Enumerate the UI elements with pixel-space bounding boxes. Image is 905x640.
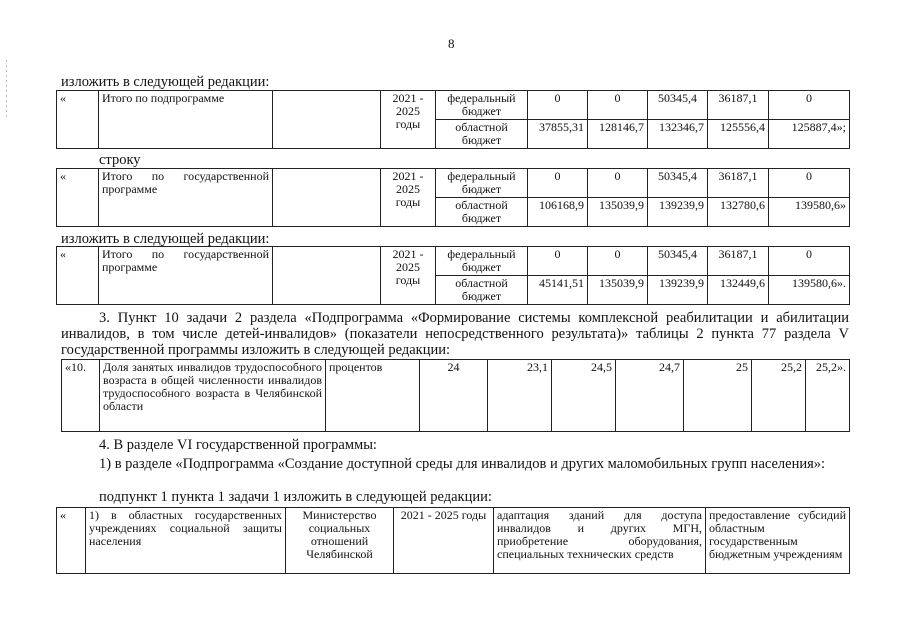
- table-cell: 23,1: [488, 360, 552, 432]
- paragraph-4: 4. В разделе VI государственной программы:: [99, 437, 377, 453]
- table-cell: 25,2».: [806, 360, 850, 432]
- table-cell: 2021 - 2025 годы: [381, 169, 436, 227]
- budget-table-program-new: [56, 246, 850, 305]
- table-cell: 2021 - 2025 годы: [381, 91, 436, 149]
- table-cell: 139580,6»: [769, 198, 850, 227]
- table-cell: 25: [684, 360, 752, 432]
- indicator-table: [61, 359, 850, 432]
- text-line-1: изложить в следующей редакции:: [61, 74, 270, 90]
- table-row: [57, 508, 850, 574]
- table-cell: 0: [769, 247, 850, 276]
- table-cell: 0: [528, 169, 588, 198]
- table-cell: 50345,4: [648, 247, 708, 276]
- paragraph-5: 1) в разделе «Подпрограмма «Создание доступной среды для инвалидов и других маломобильных групп населения»:: [99, 456, 826, 472]
- budget-table-program-old: [56, 168, 850, 227]
- table-cell: 0: [588, 91, 648, 120]
- table-cell: «: [57, 508, 86, 574]
- table-cell: 45141,51: [528, 276, 588, 305]
- table-cell: 106168,9: [528, 198, 588, 227]
- table-cell: 125887,4»;: [769, 120, 850, 149]
- table-cell: [273, 91, 381, 149]
- activities-table: [56, 507, 850, 574]
- table-row: [57, 247, 850, 276]
- table-cell: 128146,7: [588, 120, 648, 149]
- text-line-2: строку: [99, 152, 141, 168]
- table-row: [57, 91, 850, 120]
- table-cell: 132346,7: [648, 120, 708, 149]
- table-cell: 0: [588, 247, 648, 276]
- table-cell: 135039,9: [588, 198, 648, 227]
- table-cell: 2021 - 2025 годы: [394, 508, 494, 574]
- table-cell: Итого по государственной программе: [99, 169, 273, 227]
- table-cell: 37855,31: [528, 120, 588, 149]
- table-cell: «: [57, 169, 99, 227]
- table-cell: [273, 247, 381, 305]
- paragraph-6: подпункт 1 пункта 1 задачи 1 изложить в следующей редакции:: [99, 489, 492, 505]
- table-cell: предоставление субсидий областным государственным бюджетным учреждениям: [706, 508, 850, 574]
- table-cell: процентов: [326, 360, 420, 432]
- table-cell: адаптация зданий для доступа инвалидов и других МГН, приобретение оборудования, специальных технических средств: [494, 508, 706, 574]
- table-cell: Министерство социальных отношений Челябинской: [286, 508, 394, 574]
- table-cell: Итого по государственной программе: [99, 247, 273, 305]
- table-cell: 25,2: [752, 360, 806, 432]
- table-cell: Доля занятых инвалидов трудоспособного возраста в общей численности инвалидов трудоспособного возраста в Челябинской области: [100, 360, 326, 432]
- table-row: [62, 360, 850, 432]
- table-cell: «: [57, 247, 99, 305]
- table-cell: 0: [769, 91, 850, 120]
- text-line-3: изложить в следующей редакции:: [61, 231, 270, 247]
- table-cell: областной бюджет: [436, 198, 528, 227]
- table-cell: областной бюджет: [436, 120, 528, 149]
- table-cell: федеральный бюджет: [436, 91, 528, 120]
- table-cell: федеральный бюджет: [436, 169, 528, 198]
- table-cell: 1) в областных государственных учреждениях социальной защиты населения: [86, 508, 286, 574]
- table-cell: «: [57, 91, 99, 149]
- page-number: 8: [448, 36, 455, 51]
- table-cell: 36187,1: [708, 169, 769, 198]
- table-cell: 50345,4: [648, 91, 708, 120]
- table-cell: 2021 - 2025 годы: [381, 247, 436, 305]
- table-cell: 36187,1: [708, 247, 769, 276]
- table-cell: 132449,6: [708, 276, 769, 305]
- table-cell: 24: [420, 360, 488, 432]
- budget-table-subprogram-new: [56, 90, 850, 149]
- table-cell: «10.: [62, 360, 100, 432]
- table-cell: областной бюджет: [436, 276, 528, 305]
- table-cell: федеральный бюджет: [436, 247, 528, 276]
- table-row: [57, 169, 850, 198]
- paragraph-3: 3. Пункт 10 задачи 2 раздела «Подпрограмма «Формирование системы комплексной реабилитации и абилитации инвалидов, в том числе детей-инвалидов» (показатели непосредственного результата)» таблицы 2 пункта 77 раздела V государственной программы изложить в следующей редакции:: [61, 310, 849, 358]
- table-cell: 139580,6».: [769, 276, 850, 305]
- table-cell: 24,5: [552, 360, 616, 432]
- table-cell: 132780,6: [708, 198, 769, 227]
- table-cell: 135039,9: [588, 276, 648, 305]
- scan-margin-mark: [6, 60, 7, 120]
- table-cell: 0: [769, 169, 850, 198]
- table-cell: 24,7: [616, 360, 684, 432]
- table-cell: [273, 169, 381, 227]
- table-cell: 0: [588, 169, 648, 198]
- table-cell: 139239,9: [648, 276, 708, 305]
- table-cell: 139239,9: [648, 198, 708, 227]
- table-cell: 125556,4: [708, 120, 769, 149]
- table-cell: 36187,1: [708, 91, 769, 120]
- table-cell: 0: [528, 247, 588, 276]
- table-cell: Итого по подпрограмме: [99, 91, 273, 149]
- table-cell: 0: [528, 91, 588, 120]
- table-cell: 50345,4: [648, 169, 708, 198]
